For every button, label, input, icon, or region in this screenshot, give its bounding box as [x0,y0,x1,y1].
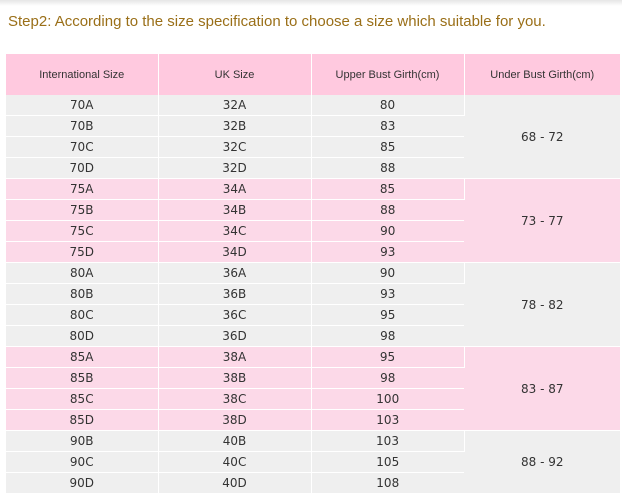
international-size-cell: 85C [6,389,158,410]
uk-size-cell: 38B [158,368,311,389]
uk-size-cell: 36A [158,263,311,284]
uk-size-cell: 36B [158,284,311,305]
uk-size-cell: 38C [158,389,311,410]
upper-bust-cell: 98 [311,326,464,347]
international-size-cell: 80D [6,326,158,347]
uk-size-cell: 34C [158,221,311,242]
upper-bust-cell: 95 [311,305,464,326]
table-row [6,263,620,284]
upper-bust-cell: 90 [311,263,464,284]
size-table [6,54,620,494]
table-row [6,179,620,200]
upper-bust-cell: 83 [311,116,464,137]
upper-bust-cell: 98 [311,368,464,389]
uk-size-cell: 38A [158,347,311,368]
international-size-cell: 85D [6,410,158,431]
uk-size-cell: 32C [158,137,311,158]
uk-size-cell: 32A [158,95,311,116]
international-size-cell: 90B [6,431,158,452]
under-bust-range-cell: 88 - 92 [464,431,620,494]
international-size-cell: 80C [6,305,158,326]
international-size-cell: 85A [6,347,158,368]
uk-size-cell: 34A [158,179,311,200]
upper-bust-cell: 105 [311,452,464,473]
under-bust-range-cell: 78 - 82 [464,263,620,347]
upper-bust-cell: 93 [311,284,464,305]
table-row [6,347,620,368]
uk-size-cell: 40C [158,452,311,473]
international-size-cell: 70A [6,95,158,116]
header-row [6,54,620,95]
uk-size-cell: 34D [158,242,311,263]
upper-bust-cell: 95 [311,347,464,368]
international-size-cell: 75A [6,179,158,200]
international-size-cell: 80A [6,263,158,284]
upper-bust-cell: 93 [311,242,464,263]
upper-bust-cell: 88 [311,200,464,221]
header-upper-bust-girth: Upper Bust Girth(cm) [311,54,464,95]
under-bust-range-cell: 68 - 72 [464,95,620,179]
under-bust-range-cell: 83 - 87 [464,347,620,431]
international-size-cell: 85B [6,368,158,389]
uk-size-cell: 32D [158,158,311,179]
upper-bust-cell: 100 [311,389,464,410]
international-size-cell: 70B [6,116,158,137]
table-row [6,95,620,116]
international-size-cell: 75C [6,221,158,242]
uk-size-cell: 40B [158,431,311,452]
international-size-cell: 75B [6,200,158,221]
upper-bust-cell: 85 [311,179,464,200]
international-size-cell: 70C [6,137,158,158]
international-size-cell: 90C [6,452,158,473]
upper-bust-cell: 90 [311,221,464,242]
header-under-bust-girth: Under Bust Girth(cm) [464,54,620,95]
top-divider [0,0,622,6]
uk-size-cell: 32B [158,116,311,137]
upper-bust-cell: 80 [311,95,464,116]
upper-bust-cell: 85 [311,137,464,158]
header-uk-size: UK Size [158,54,311,95]
upper-bust-cell: 108 [311,473,464,494]
international-size-cell: 70D [6,158,158,179]
uk-size-cell: 36C [158,305,311,326]
upper-bust-cell: 88 [311,158,464,179]
uk-size-cell: 36D [158,326,311,347]
upper-bust-cell: 103 [311,431,464,452]
table-row [6,431,620,452]
step-title: Step2: According to the size specification to choose a size which suitable for you. [8,13,546,30]
header-international-size: International Size [6,54,158,95]
international-size-cell: 80B [6,284,158,305]
uk-size-cell: 34B [158,200,311,221]
under-bust-range-cell: 73 - 77 [464,179,620,263]
uk-size-cell: 38D [158,410,311,431]
upper-bust-cell: 103 [311,410,464,431]
international-size-cell: 90D [6,473,158,494]
uk-size-cell: 40D [158,473,311,494]
international-size-cell: 75D [6,242,158,263]
